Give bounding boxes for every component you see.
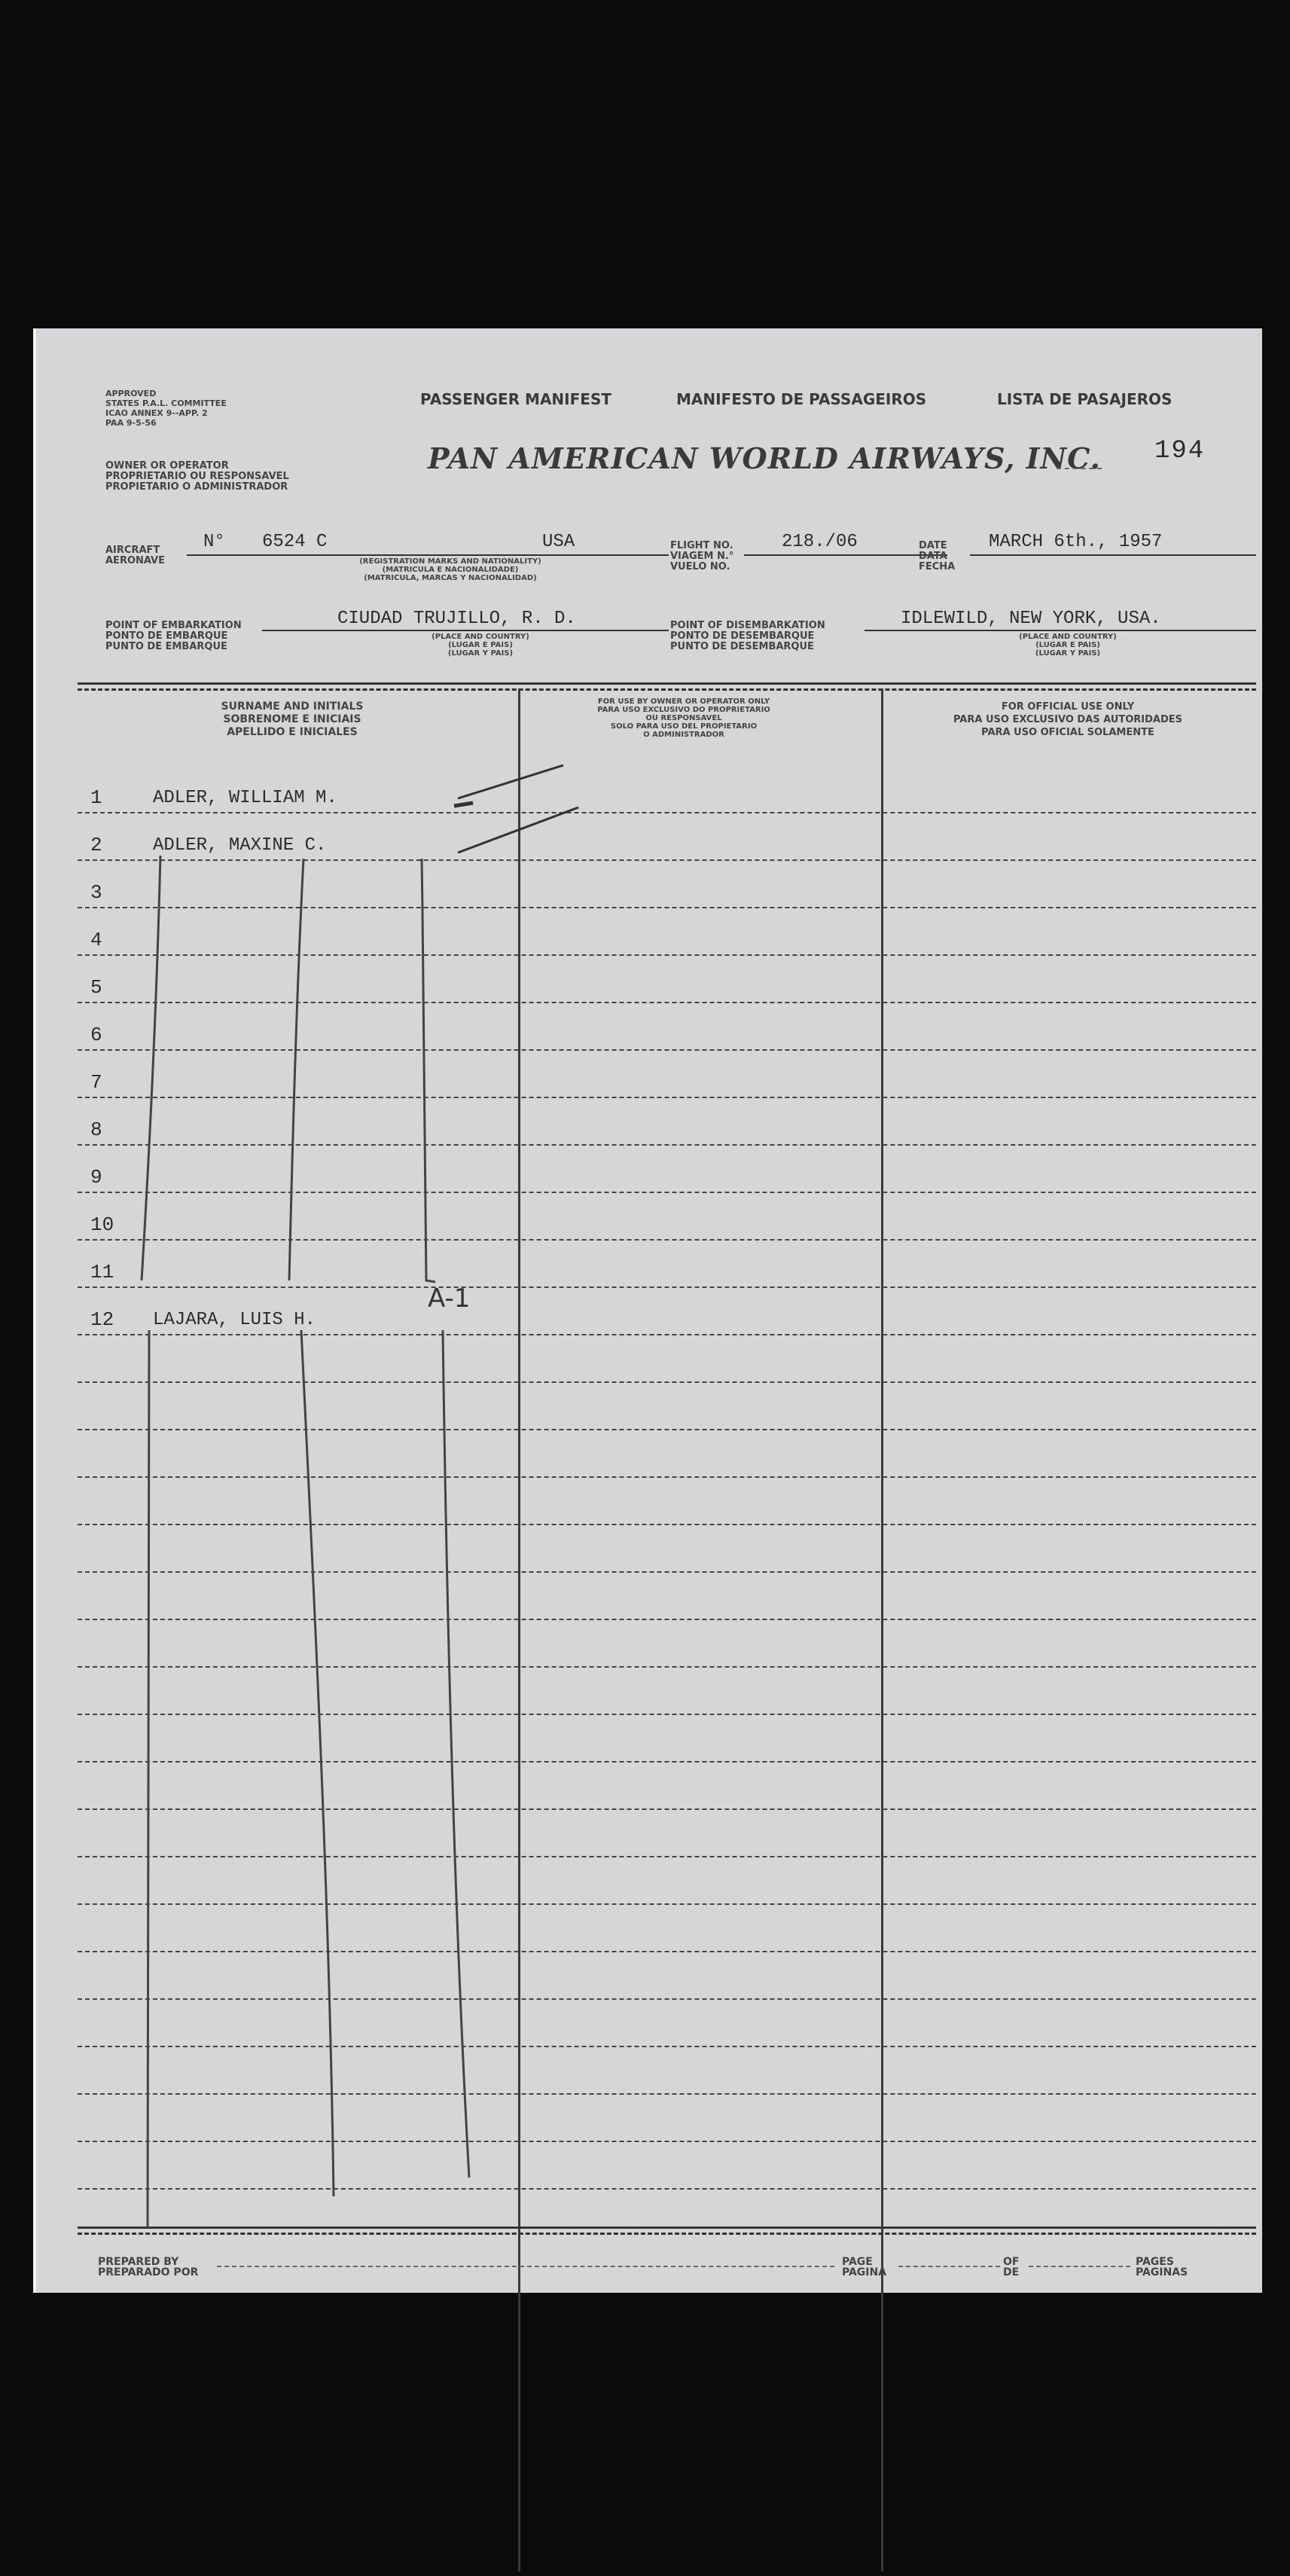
aircraft-number: 6524 C [262, 532, 328, 552]
passenger-name: ADLER, MAXINE C. [153, 835, 327, 856]
ditto-line [142, 856, 160, 1280]
aircraft-sub-label: (MATRICULA E NACIONALIDADE) [382, 566, 519, 574]
of-label: DE [1003, 2266, 1020, 2278]
pages-label: PAGINAS [1136, 2266, 1188, 2278]
title-pt: MANIFESTO DE PASSAGEIROS [676, 390, 927, 408]
date-label: FECHA [919, 561, 956, 572]
flight-number: 218./06 [782, 532, 858, 552]
embarkation-sub-label: (LUGAR Y PAIS) [447, 649, 514, 658]
pages-label: PAGES [1136, 2256, 1174, 2268]
row-number: 10 [90, 1213, 114, 1236]
aircraft-label: AIRCRAFT [105, 545, 160, 556]
aircraft-label: AERONAVE [105, 555, 166, 566]
row-number: 12 [90, 1308, 114, 1331]
embarkation-label: PONTO DE EMBARQUE [105, 630, 228, 642]
table-bottom-rule [78, 2227, 1256, 2229]
page-label: PAGINA [842, 2266, 887, 2278]
embarkation-label: POINT OF EMBARKATION [105, 620, 242, 631]
airline-name: PAN AMERICAN WORLD AIRWAYS, INC. [428, 441, 1101, 475]
tick-mark [458, 765, 563, 798]
owner-use-header-line: SOLO PARA USO DEL PROPIETARIO [610, 722, 758, 731]
pages-labels [1136, 2257, 1188, 2278]
owner-use-header-line: O ADMINISTRADOR [643, 731, 724, 739]
disembarkation-sub-label: (LUGAR Y PAIS) [1035, 649, 1101, 658]
row12-handwritten-mark: A-1 [428, 1283, 471, 1314]
surname-header-line: APELLIDO E INICIALES [227, 726, 358, 738]
page-labels [842, 2257, 886, 2278]
disembarkation-label: POINT OF DISEMBARKATION [670, 620, 825, 631]
embarkation-label: PUNTO DE EMBARQUE [105, 641, 227, 652]
prepared-label: PREPARADO POR [98, 2266, 199, 2278]
flight-label: VUELO NO. [670, 561, 730, 572]
embarkation-sub-label: (LUGAR E PAIS) [448, 641, 513, 649]
aircraft-sub-label: (REGISTRATION MARKS AND NATIONALITY) [359, 557, 541, 566]
ditto-line [443, 1330, 469, 2178]
table-bottom-rule-dashed [78, 2233, 1256, 2235]
page-label: PAGE [842, 2256, 873, 2268]
approval-line: PAA 9-5-56 [105, 418, 157, 428]
row-number: 4 [90, 929, 102, 951]
flight-label: FLIGHT NO. [670, 540, 733, 551]
tick-mark [458, 807, 578, 853]
row-number: 7 [90, 1071, 102, 1094]
owner-use-header-line: PARA USO EXCLUSIVO DO PROPRIETARIO [597, 706, 770, 714]
title-es: LISTA DE PASAJEROS [997, 390, 1173, 408]
ditto-line [289, 859, 303, 1280]
prepared-label: PREPARED BY [98, 2256, 179, 2268]
prepared-by-line [217, 2266, 834, 2267]
surname-header-line: SURNAME AND INITIALS [221, 700, 364, 713]
of-label: OF [1003, 2256, 1020, 2268]
row-number: 9 [90, 1166, 102, 1189]
title-en: PASSENGER MANIFEST [420, 390, 611, 408]
disembarkation-sub-label: (PLACE AND COUNTRY) [1019, 633, 1117, 641]
page-number: 194 [1154, 437, 1206, 465]
row-number: 11 [90, 1261, 114, 1283]
row-number: 8 [90, 1119, 102, 1141]
of-labels [1003, 2257, 1019, 2278]
owner-label: PROPRIETARIO OU RESPONSAVEL [105, 471, 289, 482]
embarkation-sub-label: (PLACE AND COUNTRY) [432, 633, 529, 641]
prepared-by-labels [98, 2257, 198, 2278]
of-line [1029, 2266, 1130, 2267]
row-number: 1 [90, 786, 102, 809]
official-header-line: PARA USO OFICIAL SOLAMENTE [981, 727, 1154, 738]
row-number: 3 [90, 881, 102, 904]
official-header-line: FOR OFFICIAL USE ONLY [1001, 701, 1135, 713]
embarkation-value: CIUDAD TRUJILLO, R. D. [337, 609, 576, 629]
owner-label: OWNER OR OPERATOR [105, 460, 229, 472]
manifest-sheet [33, 328, 1262, 2293]
disembarkation-label: PUNTO DE DESEMBARQUE [670, 641, 814, 652]
owner-use-header-line: FOR USE BY OWNER OR OPERATOR ONLY [597, 697, 770, 706]
ditto-line [147, 1330, 149, 2227]
official-header-line: PARA USO EXCLUSIVO DAS AUTORIDADES [953, 714, 1183, 725]
passenger-name: LAJARA, LUIS H. [153, 1310, 316, 1330]
approval-line: APPROVED [105, 389, 157, 398]
disembarkation-sub-label: (LUGAR E PAIS) [1035, 641, 1100, 649]
flight-label: VIAGEM N.° [670, 551, 734, 562]
tick-mark [454, 803, 473, 806]
approval-line: ICAO ANNEX 9--APP. 2 [105, 408, 208, 418]
handwritten-marks [36, 328, 1262, 2293]
aircraft-nationality: USA [542, 532, 575, 552]
row-number: 5 [90, 976, 102, 999]
row-number: 2 [90, 834, 102, 856]
date-label: DATE [919, 540, 947, 551]
owner-use-header-line: OU RESPONSAVEL [645, 714, 722, 722]
date-value: MARCH 6th., 1957 [989, 532, 1163, 552]
date-label: DATA [919, 551, 947, 562]
owner-label: PROPIETARIO O ADMINISTRADOR [105, 481, 288, 493]
disembarkation-value: IDLEWILD, NEW YORK, USA. [901, 609, 1161, 629]
page-line [898, 2266, 1000, 2267]
row-number: 6 [90, 1024, 102, 1046]
passenger-name: ADLER, WILLIAM M. [153, 788, 337, 808]
aircraft-sub-label: (MATRICULA, MARCAS Y NACIONALIDAD) [364, 574, 537, 582]
ditto-line [422, 859, 435, 1282]
disembarkation-label: PONTO DE DESEMBARQUE [670, 630, 815, 642]
approval-line: STATES P.A.L. COMMITTEE [105, 398, 227, 408]
ditto-line [301, 1330, 334, 2196]
aircraft-prefix: N° [203, 532, 225, 552]
surname-header-line: SOBRENOME E INICIAIS [223, 713, 361, 725]
